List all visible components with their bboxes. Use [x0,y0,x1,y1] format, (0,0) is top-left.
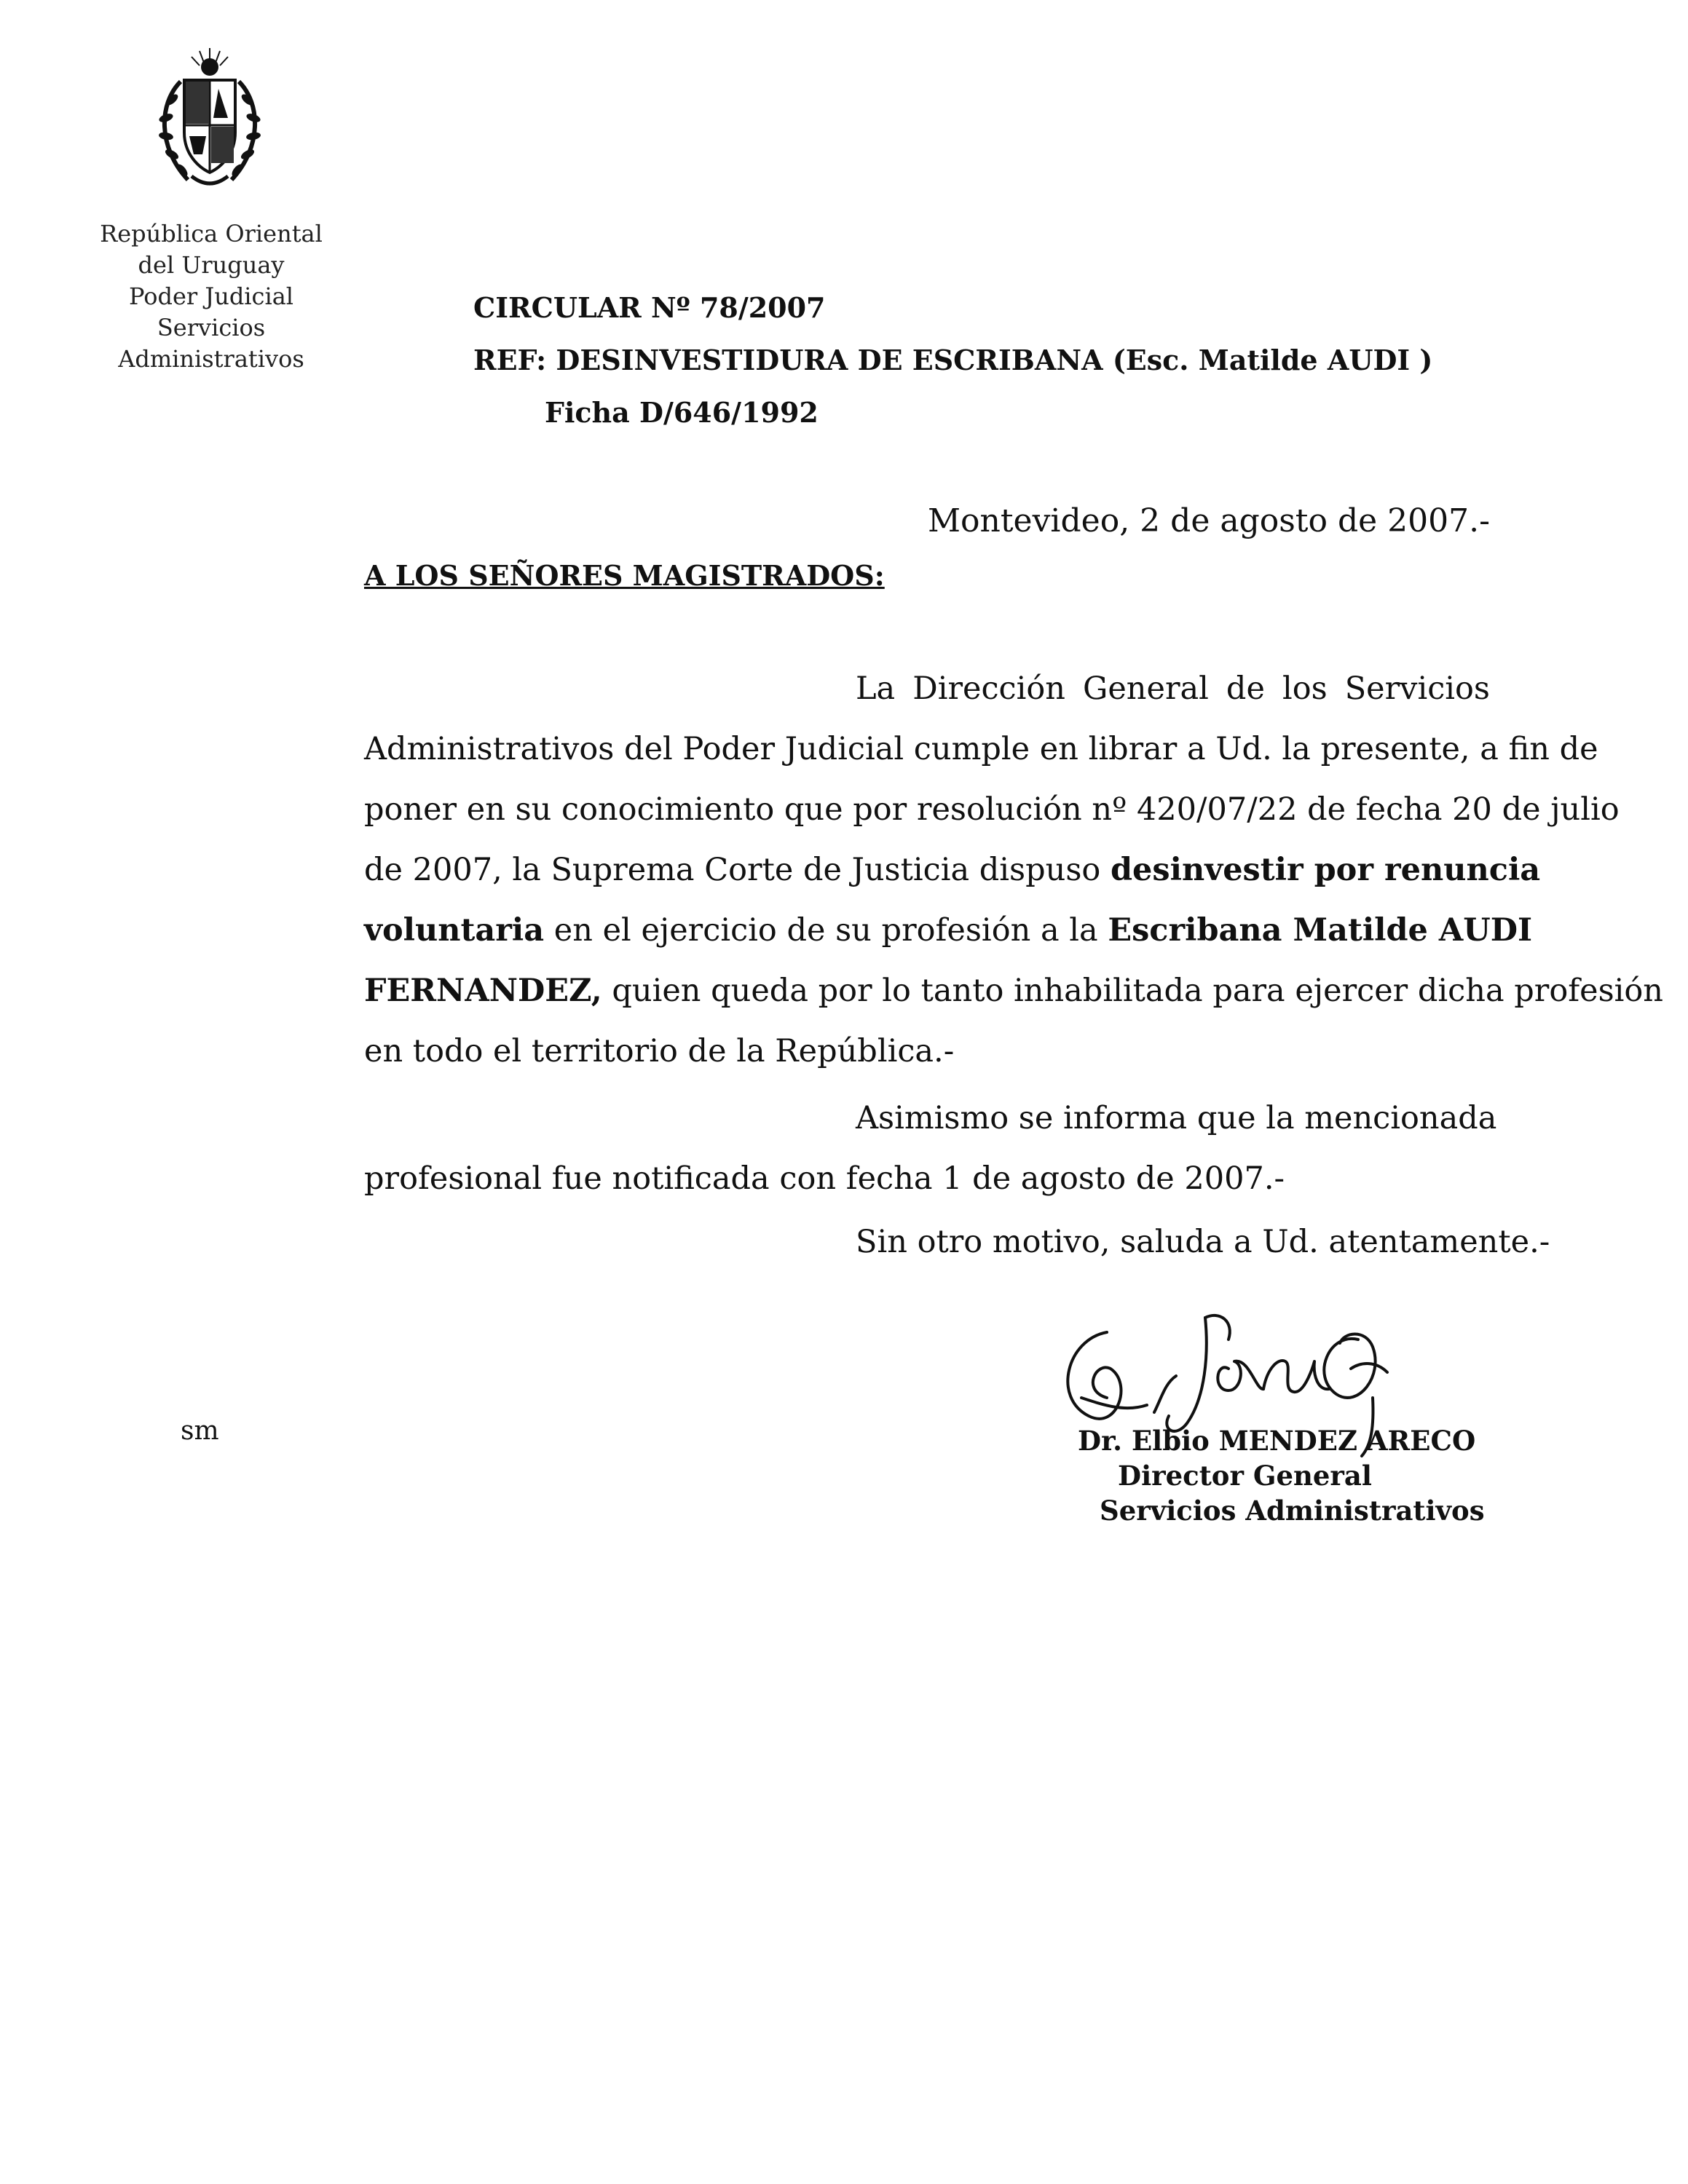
signatory-department: Servicios Administrativos [1100,1495,1485,1527]
body-line: profesional fue notificada con fecha 1 de agosto de 2007.- [364,1160,1285,1197]
body-line: voluntaria en el ejercicio de su profesión a la Escribana Matilde AUDI [364,912,1533,949]
signatory-name: Dr. Elbio MENDEZ ARECO [1078,1425,1476,1457]
typist-initials: sm [181,1416,219,1446]
circular-ficha: Ficha D/646/1992 [545,396,819,429]
closing-paragraph [364,1212,1550,1273]
org-line: del Uruguay [138,251,285,279]
body-line: Asimismo se informa que la mencionada [856,1100,1497,1136]
body-line: de 2007, la Suprema Corte de Justicia dispuso desinvestir por renuncia [364,852,1541,888]
body-line: Sin otro motivo, saluda a Ud. atentamente.- [856,1224,1550,1260]
document-date: Montevideo, 2 de agosto de 2007.- [927,502,1490,539]
body-line: Administrativos del Poder Judicial cumple en librar a Ud. la presente, a fin de [364,731,1598,767]
signatory-title: Director General [1118,1460,1372,1492]
body-paragraph-1 [364,659,1663,1082]
body-line: en todo el territorio de la República.- [364,1033,955,1069]
body-paragraph-2 [364,1088,1497,1209]
circular-number: CIRCULAR Nº 78/2007 [473,291,826,324]
signature-block [1070,1423,1485,1528]
body-line: poner en su conocimiento que por resolución nº 420/07/22 de fecha 20 de julio [364,791,1620,828]
org-line: República Oriental [100,220,323,248]
circular-reference: REF: DESINVESTIDURA DE ESCRIBANA (Esc. Matilde AUDI ) [473,344,1433,376]
organization-header [80,218,342,375]
body-line: FERNANDEZ, quien queda por lo tanto inhabilitada para ejercer dicha profesión [364,973,1663,1009]
org-line: Poder Judicial [128,282,293,310]
uruguay-coat-of-arms-icon [151,45,268,198]
addressee: A LOS SEÑORES MAGISTRADOS: [364,559,885,592]
org-line: Servicios [157,314,266,341]
body-line: La Dirección General de los Servicios [856,670,1490,707]
org-line: Administrativos [118,345,304,373]
